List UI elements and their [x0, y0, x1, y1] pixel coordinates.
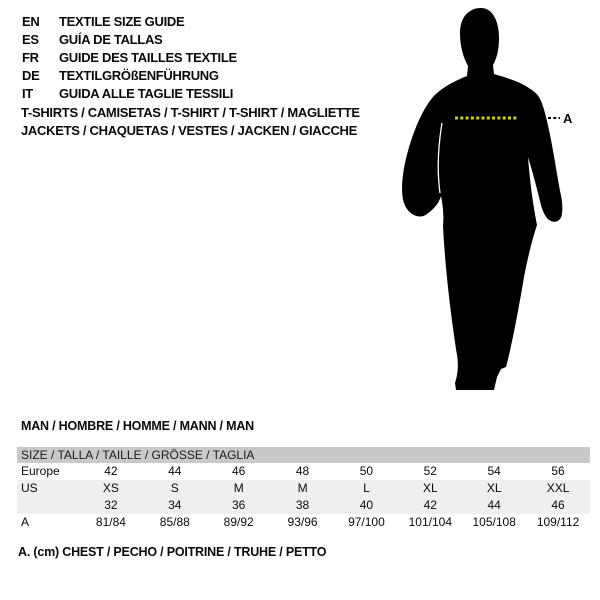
garment-categories	[21, 104, 360, 140]
size-cell: 54	[487, 464, 501, 478]
language-code: FR	[22, 50, 39, 65]
language-label: GUIDA ALLE TAGLIE TESSILI	[59, 86, 234, 101]
language-row-en	[22, 13, 237, 31]
size-cell: 38	[295, 498, 310, 512]
table-row-us	[17, 480, 590, 497]
size-cell: 56	[551, 464, 565, 478]
size-cell: XL	[422, 481, 438, 495]
measurement-label-a: A	[563, 111, 573, 126]
language-label: GUIDE DES TAILLES TEXTILE	[59, 50, 237, 65]
size-cell: XXL	[546, 481, 570, 495]
language-label: TEXTILE SIZE GUIDE	[59, 14, 185, 29]
language-code: DE	[22, 68, 40, 83]
category-line-tshirts: T-SHIRTS / CAMISETAS / T-SHIRT / T-SHIRT / MAGLIETTE	[21, 105, 360, 120]
size-cell: 97/100	[348, 515, 385, 529]
language-label: GUÍA DE TALLAS	[59, 32, 163, 47]
row-label: US	[21, 481, 38, 495]
chest-measurement-footnote: A. (cm) CHEST / PECHO / POITRINE / TRUHE / PETTO	[18, 545, 327, 559]
row-label	[17, 497, 79, 514]
row-label: A	[21, 515, 30, 529]
table-row-chest-a	[17, 514, 590, 531]
man-silhouette-figure	[393, 5, 573, 397]
size-cell: 50	[359, 464, 374, 478]
language-guide-list	[22, 13, 237, 103]
row-label: Europe	[21, 464, 60, 478]
size-cell: 32	[104, 498, 118, 512]
size-cell: 93/96	[287, 515, 318, 529]
size-cell: L	[363, 481, 370, 495]
language-row-it	[22, 85, 237, 103]
language-row-fr	[22, 49, 237, 67]
size-cell: M	[297, 481, 308, 495]
section-heading-man: MAN / HOMBRE / HOMME / MANN / MAN	[21, 419, 254, 433]
size-cell: 48	[295, 464, 310, 478]
language-label: TEXTILGRÖßENFÜHRUNG	[59, 68, 219, 83]
size-table	[17, 447, 590, 531]
size-cell: 44	[168, 464, 182, 478]
size-cell: 81/84	[95, 515, 126, 529]
man-silhouette-graphic	[393, 5, 573, 397]
size-cell: S	[170, 481, 179, 495]
size-cell: XS	[102, 481, 119, 495]
size-cell: 85/88	[159, 515, 190, 529]
size-cell: 44	[487, 498, 501, 512]
size-cell: M	[233, 481, 244, 495]
size-cell: 46	[232, 464, 246, 478]
size-cell: 101/104	[408, 515, 452, 529]
man-silhouette	[402, 8, 562, 390]
size-cell: 109/112	[536, 515, 580, 529]
language-row-es	[22, 31, 237, 49]
category-line-jackets: JACKETS / CHAQUETAS / VESTES / JACKEN / GIACCHE	[21, 123, 357, 138]
size-cell: 105/108	[472, 515, 516, 529]
size-table-header: SIZE / TALLA / TAILLE / GRÖSSE / TAGLIA	[17, 447, 590, 463]
size-cell: 42	[104, 464, 118, 478]
size-cell: 36	[232, 498, 246, 512]
language-row-de	[22, 67, 237, 85]
table-row-europe	[17, 463, 590, 480]
size-cell: 42	[423, 498, 437, 512]
language-code: IT	[22, 86, 33, 101]
table-row-us-numeric	[17, 497, 590, 514]
size-cell: 46	[551, 498, 565, 512]
language-code: EN	[22, 14, 40, 29]
size-cell: 52	[423, 464, 437, 478]
size-cell: 40	[359, 498, 374, 512]
size-cell: 34	[168, 498, 182, 512]
language-code: ES	[22, 32, 39, 47]
size-cell: 89/92	[223, 515, 254, 529]
size-cell: XL	[486, 481, 502, 495]
